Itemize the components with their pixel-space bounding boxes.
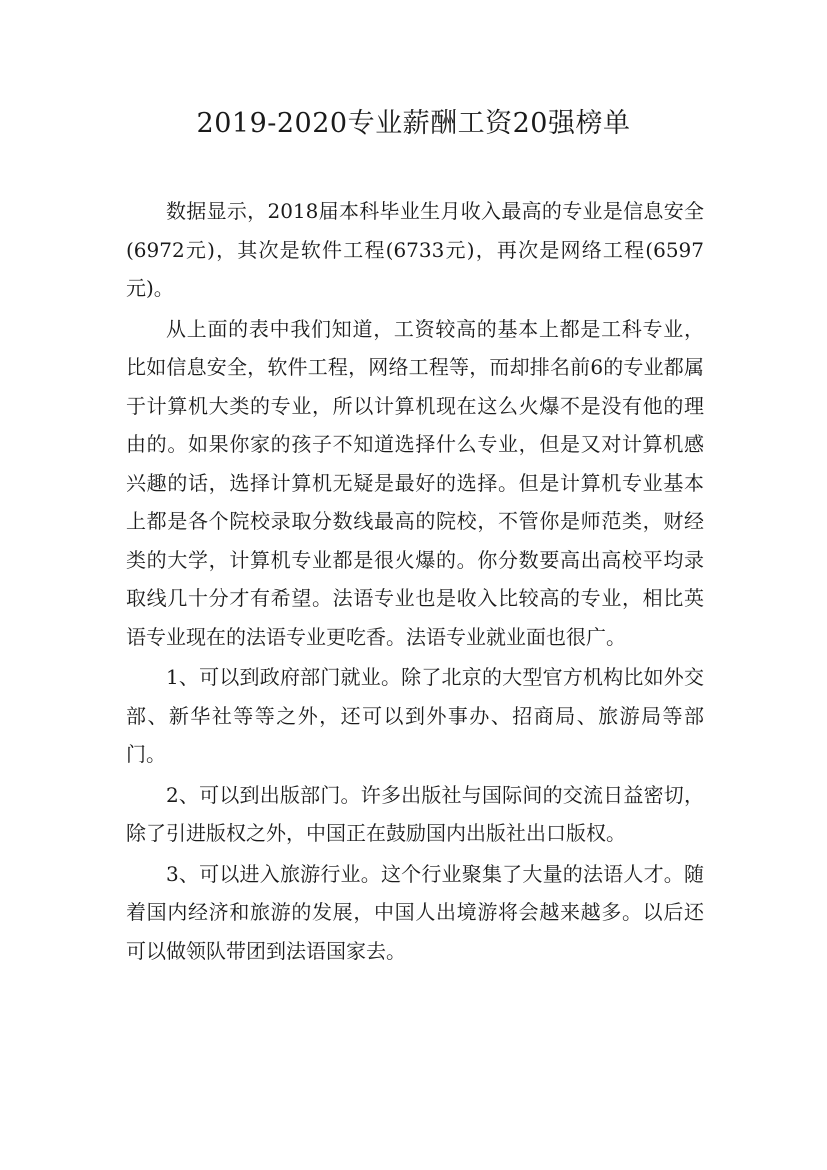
paragraph-intro: 数据显示，2018届本科毕业生月收入最高的专业是信息安全(6972元)，其次是软件工程(6733元)，再次是网络工程(6597元)。 — [126, 199, 704, 300]
document-body — [126, 192, 704, 972]
paragraph-item-1: 1、可以到政府部门就业。除了北京的大型官方机构比如外交部、新华社等等之外，还可以到外事办、招商局、旅游局等部门。 — [126, 665, 704, 766]
paragraph-analysis: 从上面的表中我们知道，工资较高的基本上都是工科专业，比如信息安全，软件工程，网络工程等，而却排名前6的专业都属于计算机大类的专业，所以计算机现在这么火爆不是没有他的理由的。如果你家的孩子不知道选择什么专业，但是又对计算机感兴趣的话，选择计算机无疑是最好的选择。但是计算机专业基本上都是各个院校录取分数线最高的院校，不管你是师范类，财经类的大学，计算机专业都是很火爆的。你分数要高出高校平均录取线几十分才有希望。法语专业也是收入比较高的专业，相比英语专业现在的法语专业更吃香。法语专业就业面也很广。 — [126, 316, 704, 649]
paragraph-item-3: 3、可以进入旅游行业。这个行业聚集了大量的法语人才。随着国内经济和旅游的发展，中国人出境游将会越来越多。以后还可以做领队带团到法语国家去。 — [126, 861, 704, 963]
document-title: 2019-2020专业薪酬工资20强榜单 — [196, 108, 631, 139]
paragraph-item-2: 2、可以到出版部门。许多出版社与国际间的交流日益密切，除了引进版权之外，中国正在鼓励国内出版社出口版权。 — [126, 782, 704, 845]
